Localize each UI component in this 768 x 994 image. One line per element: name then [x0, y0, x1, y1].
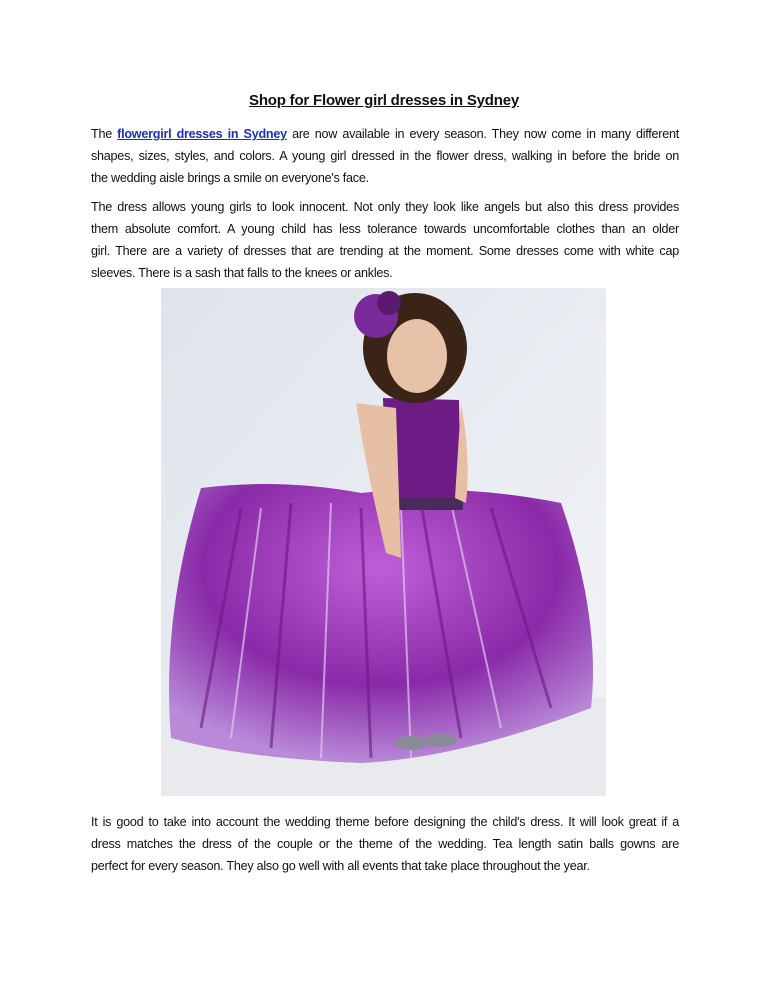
flower-girl-dresses-link[interactable]: flowergirl dresses in Sydney: [117, 127, 287, 141]
paragraph-comfort: The dress allows young girls to look innocent. Not only they look like angels but also this dress provides them absolute comfort. A young child has less tolerance towards uncomfortable clothes than an older girl. There are a variety of dresses that are trending at the moment. Some dresses come with white cap sleeves. There is a sash that falls to the knees or ankles.: [91, 200, 679, 280]
flower-girl-dress-photo: [161, 288, 606, 796]
paragraph-intro: The flowergirl dresses in Sydney are now available in every season. They now come in many different shapes, sizes, styles, and colors. A young girl dressed in the flower dress, walking in before the bride on the wedding aisle brings a smile on everyone's face.: [91, 127, 679, 185]
page-title: Shop for Flower girl dresses in Sydney: [249, 92, 519, 109]
paragraph-wedding-theme: It is good to take into account the wedding theme before designing the child's dress. It will look great if a dress matches the dress of the couple or the theme of the wedding. Tea length satin balls gowns are perfect for every season. They also go well with all events that take place throughout the year.: [91, 815, 679, 873]
